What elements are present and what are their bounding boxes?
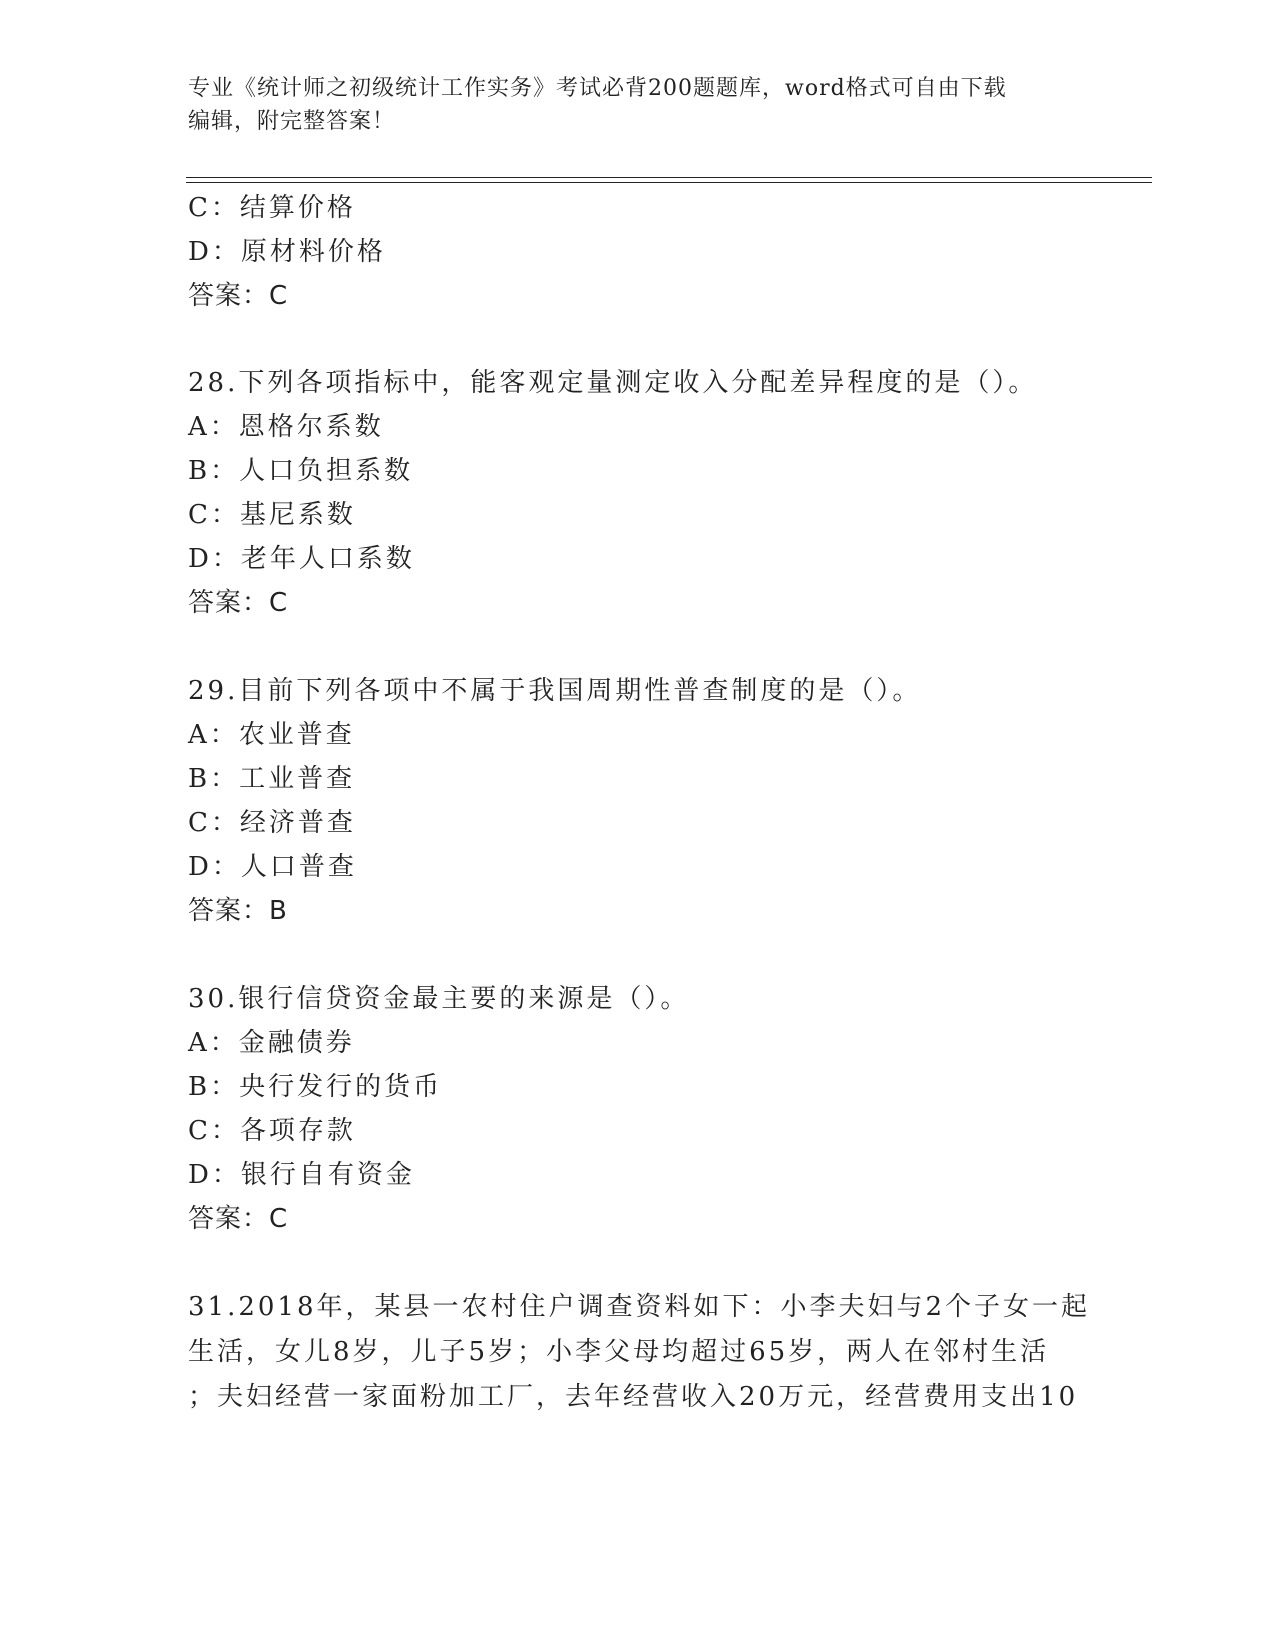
q28-option-c: C：基尼系数 <box>188 500 356 530</box>
document-header <box>188 72 1068 138</box>
q29-answer: 答案：B <box>188 896 288 926</box>
q28-stem: 28.下列各项指标中，能客观定量测定收入分配差异程度的是（）。 <box>188 368 1038 398</box>
q30-stem: 30.银行信贷资金最主要的来源是（）。 <box>188 984 690 1014</box>
q27-option-d: D：原材料价格 <box>188 237 386 267</box>
q27-option-c: C：结算价格 <box>188 193 356 223</box>
q29-stem: 29.目前下列各项中不属于我国周期性普查制度的是（）。 <box>188 676 922 706</box>
header-line-1: 专业《统计师之初级统计工作实务》考试必背200题题库，word格式可自由下载 <box>188 76 1007 101</box>
q29-option-a: A：农业普查 <box>188 720 355 750</box>
q28-option-d: D：老年人口系数 <box>188 544 415 574</box>
header-divider-top <box>186 177 1152 178</box>
q28-answer: 答案：C <box>188 588 289 618</box>
q30-option-c: C：各项存款 <box>188 1116 356 1146</box>
q30-option-b: B：央行发行的货币 <box>188 1072 443 1102</box>
q31-stem-line-3: ；夫妇经营一家面粉加工厂，去年经营收入20万元，经营费用支出10 <box>188 1382 1079 1412</box>
header-line-2: 编辑，附完整答案！ <box>188 109 396 134</box>
q31-stem-line-2: 生活，女儿8岁，儿子5岁；小李父母均超过65岁，两人在邻村生活 <box>188 1337 1050 1367</box>
q29-option-d: D：人口普查 <box>188 852 357 882</box>
q27-answer: 答案：C <box>188 281 289 311</box>
q28-option-a: A：恩格尔系数 <box>188 412 384 442</box>
q30-option-d: D：银行自有资金 <box>188 1160 415 1190</box>
q31-stem-line-1: 31.2018年，某县一农村住户调查资料如下：小李夫妇与2个子女一起 <box>188 1292 1091 1322</box>
q30-answer: 答案：C <box>188 1204 289 1234</box>
q30-option-a: A：金融债券 <box>188 1028 355 1058</box>
q29-option-c: C：经济普查 <box>188 808 356 838</box>
header-divider-bottom <box>186 182 1152 183</box>
q28-option-b: B：人口负担系数 <box>188 456 414 486</box>
q29-option-b: B：工业普查 <box>188 764 356 794</box>
